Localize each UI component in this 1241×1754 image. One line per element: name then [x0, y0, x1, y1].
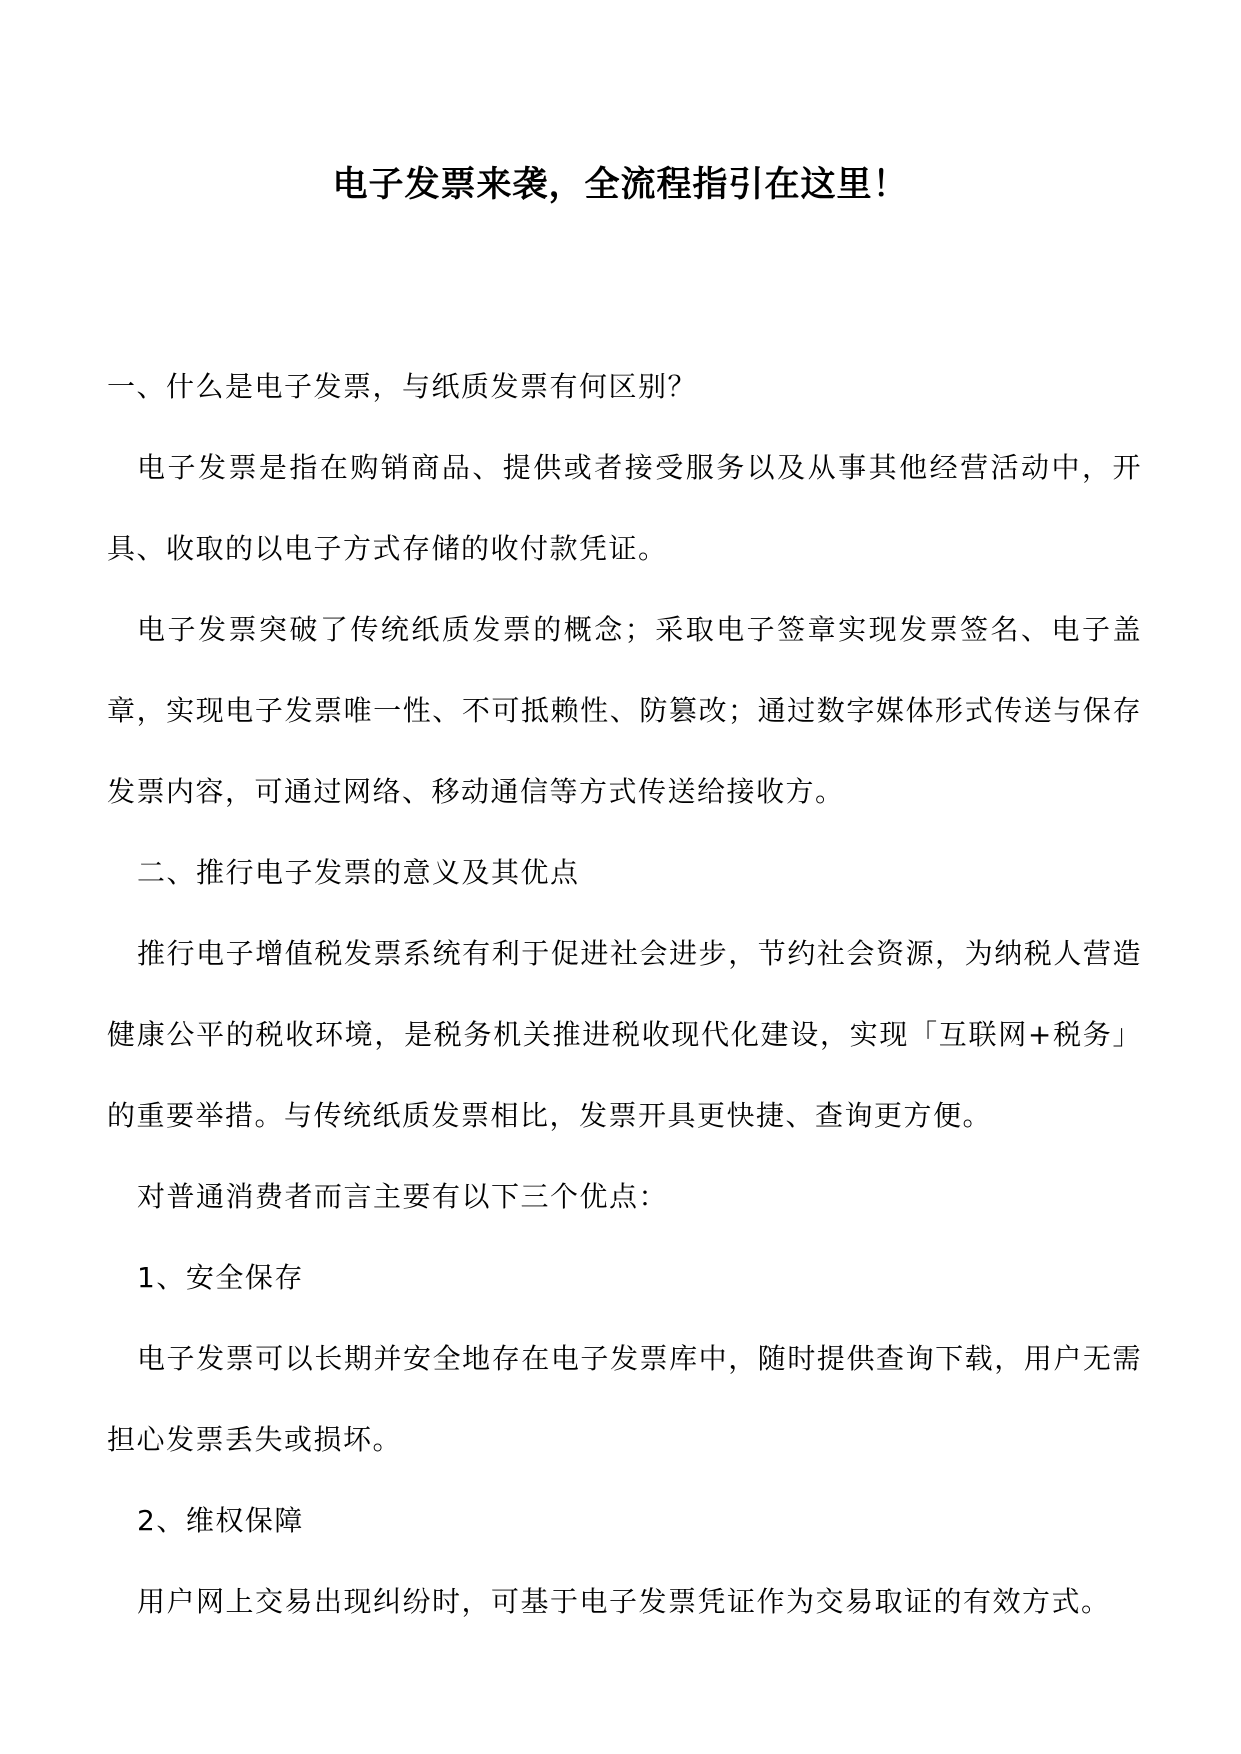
paragraph-definition: 电子发票是指在购销商品、提供或者接受服务以及从事其他经营活动中，开具、收取的以电子方式存储的收付款凭证。: [107, 451, 1142, 565]
list-item-heading-2: 2、维权保障: [137, 1504, 304, 1537]
paragraph-significance: 推行电子增值税发票系统有利于促进社会进步，节约社会资源，为纳税人营造健康公平的税收环境，是税务机关推进税收现代化建设，实现「互联网+税务」的重要举措。与传统纸质发票相比，发票开具更快捷、查询更方便。: [107, 937, 1142, 1132]
section-heading-2: 二、推行电子发票的意义及其优点: [137, 856, 580, 889]
page-title: 电子发票来袭，全流程指引在这里！: [332, 164, 909, 205]
paragraph-advantages-intro: 对普通消费者而言主要有以下三个优点：: [137, 1180, 669, 1213]
paragraph-features: 电子发票突破了传统纸质发票的概念；采取电子签章实现发票签名、电子盖章，实现电子发票唯一性、不可抵赖性、防篡改；通过数字媒体形式传送与保存发票内容，可通过网络、移动通信等方式传送给接收方。: [107, 613, 1142, 808]
section-heading-1: 一、什么是电子发票，与纸质发票有何区别？: [107, 370, 698, 403]
paragraph-safe-storage: 电子发票可以长期并安全地存在电子发票库中，随时提供查询下载，用户无需担心发票丢失或损坏。: [107, 1342, 1142, 1456]
paragraph-rights-protection: 用户网上交易出现纠纷时，可基于电子发票凭证作为交易取证的有效方式。: [137, 1585, 1111, 1618]
document-body: [107, 346, 1142, 1642]
list-item-heading-1: 1、安全保存: [137, 1261, 304, 1294]
